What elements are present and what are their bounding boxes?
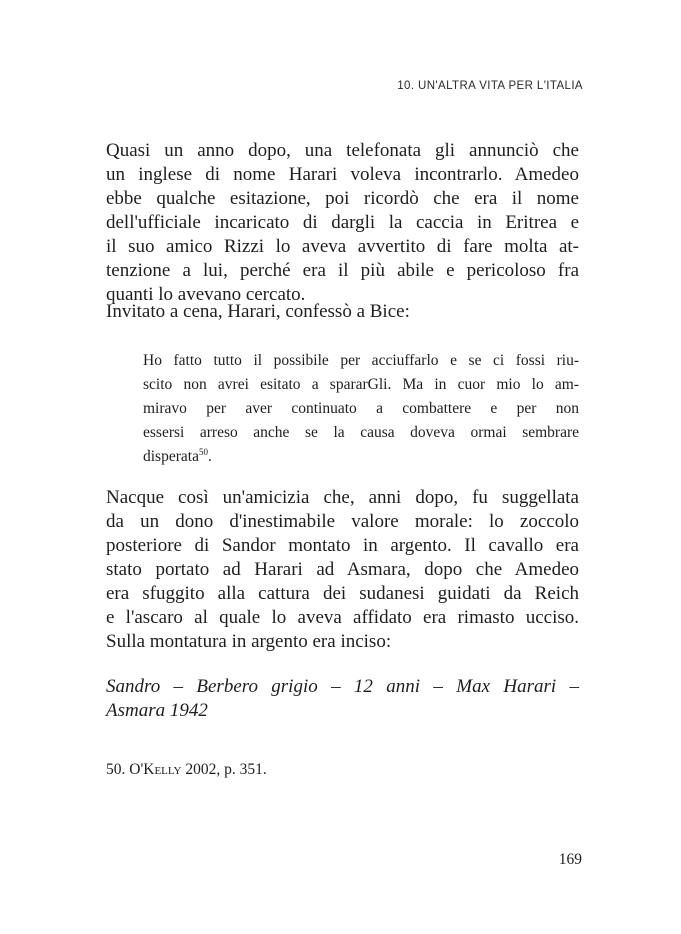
- quote-line: scito non avrei esitato a spararGli. Ma in cuor mio lo am-: [143, 376, 579, 393]
- text-line: posteriore di Sandor montato in argento. Il cavallo era: [106, 535, 579, 556]
- text-line: era sfuggito alla cattura dei sudanesi guidati da Reich: [106, 583, 579, 604]
- text-line: ebbe qualche esitazione, poi ricordò che era il nome: [106, 188, 579, 209]
- footnote-citation: 2002, p. 351.: [181, 761, 267, 778]
- inscription: [106, 675, 579, 723]
- quote-line: essersi arreso anche se la causa doveva ormai sembrare: [143, 424, 579, 441]
- text-line: Sulla montatura in argento era inciso:: [106, 631, 392, 652]
- footnote: [106, 760, 267, 780]
- text-line: tenzione a lui, perché era il più abile e pericoloso fra: [106, 260, 579, 281]
- text-line: da un dono d'inestimabile valore morale: lo zoccolo: [106, 511, 579, 532]
- text-line: il suo amico Rizzi lo aveva avvertito di fare molta at-: [106, 236, 579, 257]
- footnote-reference: 50: [198, 447, 208, 457]
- quote-end-punctuation: .: [207, 448, 212, 465]
- running-head: 10. UN'ALTRA VITA PER L'ITALIA: [397, 80, 583, 92]
- block-quote: [143, 349, 579, 469]
- text-line: un inglese di nome Harari voleva incontrarlo. Amedeo: [106, 164, 579, 185]
- text-line: Nacque così un'amicizia che, anni dopo, fu suggellata: [106, 487, 579, 508]
- footnote-author: Kelly: [143, 761, 182, 778]
- page-number: 169: [558, 851, 582, 868]
- quote-line: Ho fatto tutto il possibile per acciuffarlo e se ci fossi riu-: [143, 352, 579, 369]
- text-line: e l'ascaro al quale lo aveva affidato era rimasto ucciso.: [106, 607, 579, 628]
- text-line: dell'ufficiale incaricato di dargli la caccia in Eritrea e: [106, 212, 579, 233]
- paragraph-2: [106, 486, 579, 654]
- text-line: stato portato ad Harari ad Asmara, dopo che Amedeo: [106, 559, 579, 580]
- quote-line-last: [143, 445, 579, 469]
- text-line: Quasi un anno dopo, una telefonata gli annunciò che: [106, 140, 579, 161]
- text-line: quanti lo avevano cercato.: [106, 284, 306, 305]
- quote-line-text: disperata: [143, 448, 199, 465]
- paragraph-1-continuation: [106, 300, 579, 324]
- footnote-number: 50. O': [106, 761, 144, 778]
- quote-line: miravo per aver continuato a combattere e per non: [143, 400, 579, 417]
- inscription-line: Asmara 1942: [106, 700, 208, 721]
- paragraph-1: [106, 139, 579, 307]
- text-line: Invitato a cena, Harari, confessò a Bice:: [106, 301, 410, 322]
- inscription-line: Sandro – Berbero grigio – 12 anni – Max Harari –: [106, 676, 579, 697]
